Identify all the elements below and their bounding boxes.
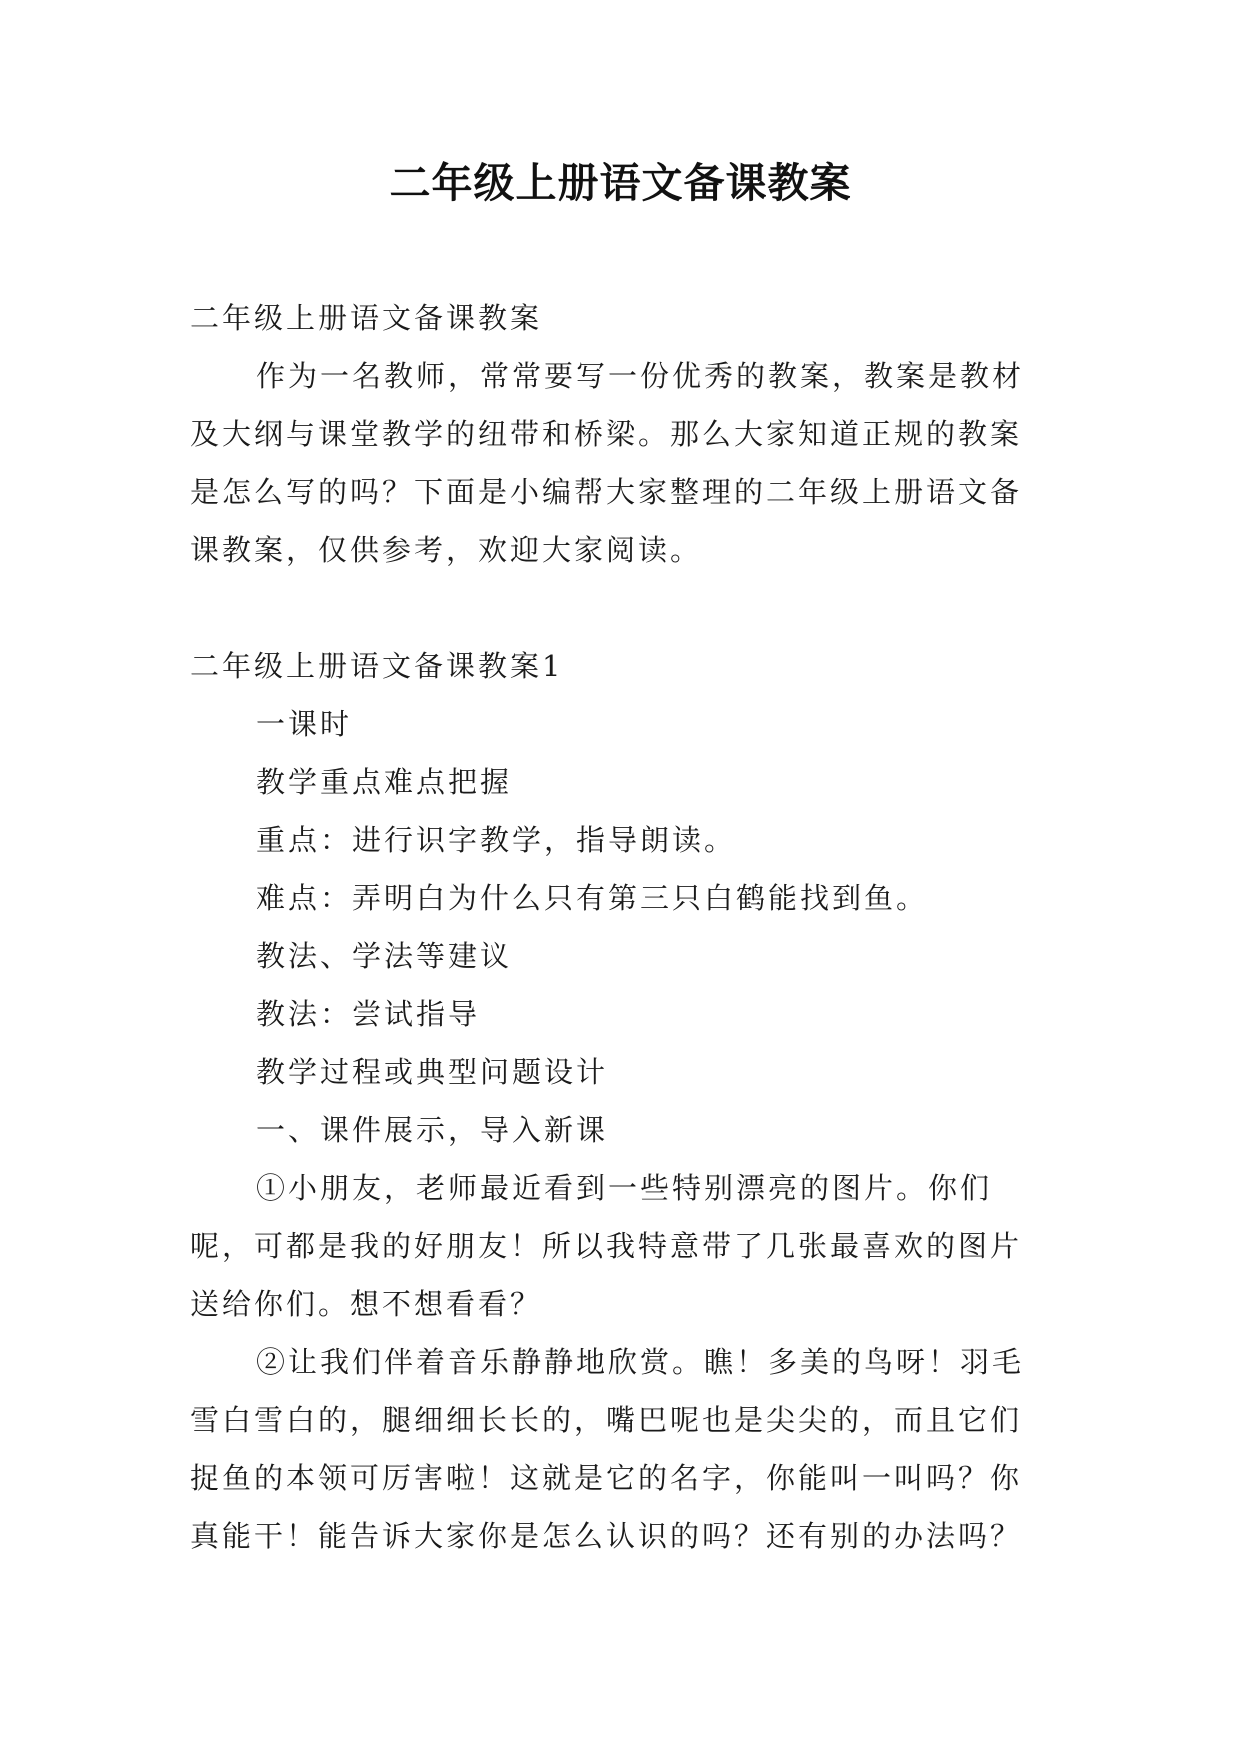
lesson-paragraph-1: ①小朋友，老师最近看到一些特别漂亮的图片。你们呢，可都是我的好朋友！所以我特意带了几张最喜欢的图片送给你们。想不想看看？ [190,1171,1023,1321]
section-heading: 二年级上册语文备课教案1 [190,649,564,683]
lesson-line-teaching-method: 教法：尝试指导 [256,997,481,1031]
lesson-line-key-point: 重点：进行识字教学，指导朗读。 [256,823,737,857]
intro-heading: 二年级上册语文备课教案 [190,301,543,335]
lesson-line-class-hours: 一课时 [256,707,353,741]
lesson-line-key-points-heading: 教学重点难点把握 [256,765,513,799]
lesson-line-step-one: 一、课件展示，导入新课 [256,1113,609,1147]
document-title: 二年级上册语文备课教案 [389,159,852,207]
document-body [190,289,1050,1565]
intro-paragraph: 作为一名教师，常常要写一份优秀的教案，教案是教材及大纲与课堂教学的纽带和桥梁。那么大家知道正规的教案是怎么写的吗？下面是小编帮大家整理的二年级上册语文备课教案，仅供参考，欢迎大家阅读。 [190,359,1025,567]
lesson-line-process-heading: 教学过程或典型问题设计 [256,1055,609,1089]
lesson-line-methods-heading: 教法、学法等建议 [256,939,513,973]
section-spacer [190,579,1050,637]
lesson-line-difficulty: 难点：弄明白为什么只有第三只白鹤能找到鱼。 [256,881,929,915]
lesson-paragraph-2: ②让我们伴着音乐静静地欣赏。瞧！多美的鸟呀！羽毛雪白雪白的，腿细细长长的，嘴巴呢也是尖尖的，而且它们捉鱼的本领可厉害啦！这就是它的名字，你能叫一叫吗？你真能干！能告诉大家你是怎么认识的吗？还有别的办法吗？ [190,1345,1025,1553]
